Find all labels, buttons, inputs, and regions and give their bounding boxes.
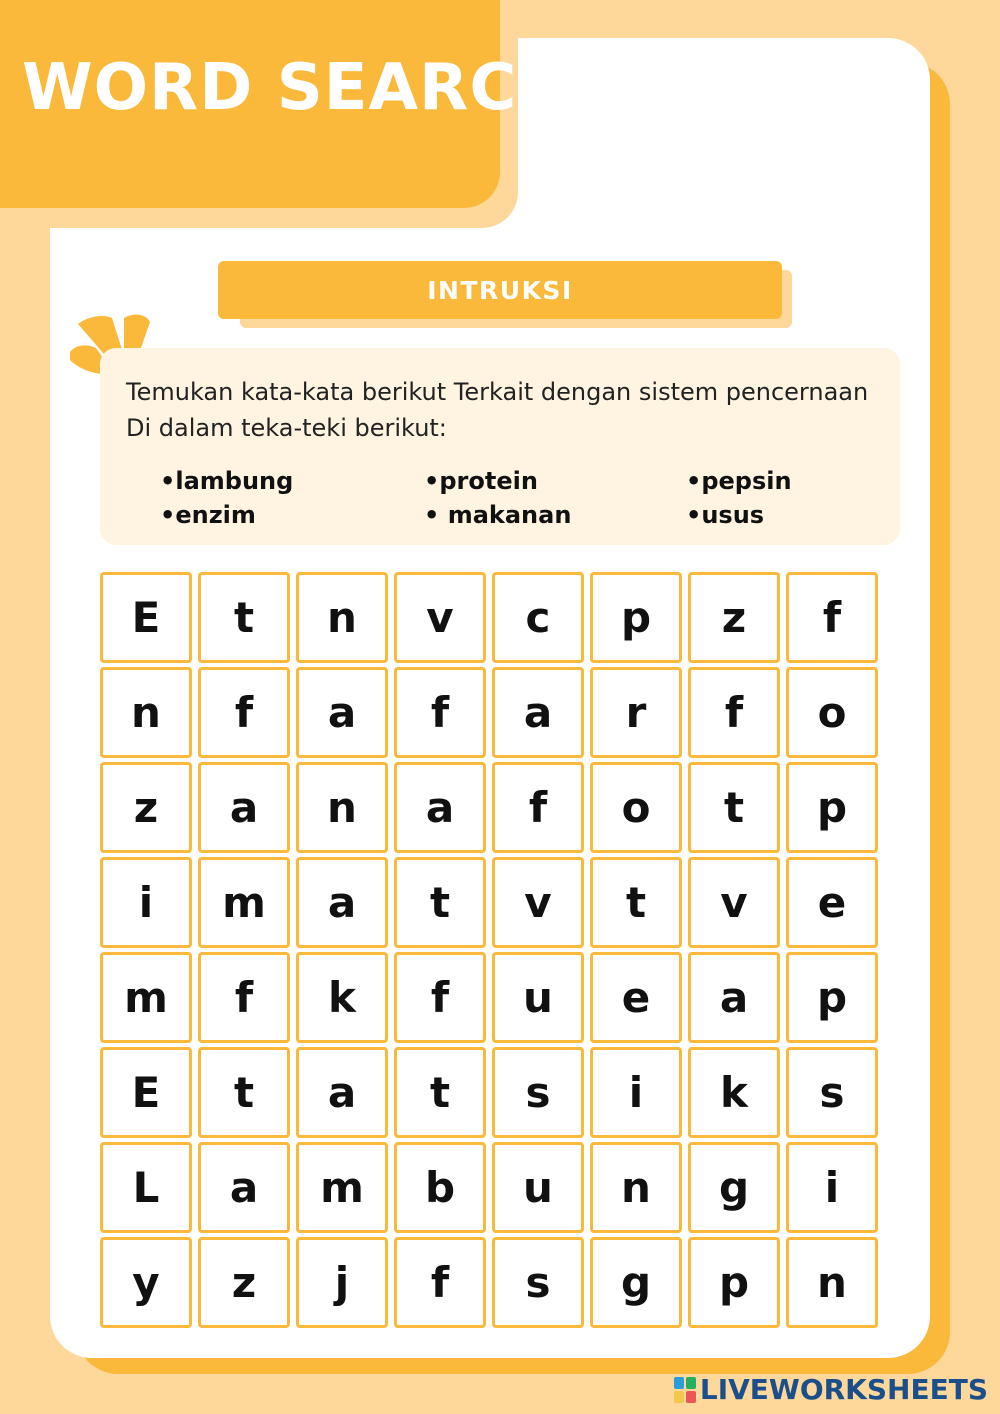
grid-cell[interactable]: m bbox=[198, 857, 290, 948]
grid-cell[interactable]: t bbox=[198, 1047, 290, 1138]
grid-cell[interactable]: a bbox=[198, 1142, 290, 1233]
grid-cell[interactable]: m bbox=[100, 952, 192, 1043]
grid-cell[interactable]: s bbox=[492, 1237, 584, 1328]
word-item: •enzim bbox=[160, 501, 256, 529]
word-item: • makanan bbox=[424, 501, 572, 529]
grid-cell[interactable]: i bbox=[786, 1142, 878, 1233]
instruction-header bbox=[218, 261, 782, 319]
grid-cell[interactable]: E bbox=[100, 1047, 192, 1138]
grid-cell[interactable]: i bbox=[590, 1047, 682, 1138]
page-title: WORD SEARCH bbox=[22, 51, 572, 125]
grid-cell[interactable]: v bbox=[394, 572, 486, 663]
grid-cell[interactable]: k bbox=[296, 952, 388, 1043]
grid-cell[interactable]: f bbox=[492, 762, 584, 853]
grid-cell[interactable]: f bbox=[786, 572, 878, 663]
word-item: •lambung bbox=[160, 467, 294, 495]
grid-cell[interactable]: f bbox=[688, 667, 780, 758]
watermark-text: LIVEWORKSHEETS bbox=[699, 1373, 988, 1406]
grid-cell[interactable]: n bbox=[296, 762, 388, 853]
grid-cell[interactable]: m bbox=[296, 1142, 388, 1233]
instruction-line-1: Temukan kata-kata berikut Terkait dengan sistem pencernaan bbox=[126, 378, 869, 406]
grid-cell[interactable]: n bbox=[786, 1237, 878, 1328]
grid-cell[interactable]: E bbox=[100, 572, 192, 663]
grid-cell[interactable]: a bbox=[296, 667, 388, 758]
grid-cell[interactable]: a bbox=[296, 857, 388, 948]
grid-cell[interactable]: j bbox=[296, 1237, 388, 1328]
grid-cell[interactable]: z bbox=[100, 762, 192, 853]
grid-cell[interactable]: n bbox=[100, 667, 192, 758]
grid-cell[interactable]: t bbox=[590, 857, 682, 948]
grid-cell[interactable]: t bbox=[198, 572, 290, 663]
instruction-header-label: INTRUKSI bbox=[427, 275, 573, 305]
grid-cell[interactable]: u bbox=[492, 952, 584, 1043]
grid-cell[interactable]: a bbox=[296, 1047, 388, 1138]
grid-cell[interactable]: p bbox=[688, 1237, 780, 1328]
grid-cell[interactable]: f bbox=[394, 667, 486, 758]
grid-cell[interactable]: z bbox=[198, 1237, 290, 1328]
grid-cell[interactable]: e bbox=[786, 857, 878, 948]
word-search-grid bbox=[100, 572, 878, 1328]
grid-cell[interactable]: t bbox=[394, 1047, 486, 1138]
grid-cell[interactable]: b bbox=[394, 1142, 486, 1233]
grid-cell[interactable]: f bbox=[394, 1237, 486, 1328]
grid-cell[interactable]: z bbox=[688, 572, 780, 663]
grid-cell[interactable]: v bbox=[688, 857, 780, 948]
grid-cell[interactable]: s bbox=[786, 1047, 878, 1138]
word-item: •protein bbox=[424, 467, 538, 495]
grid-cell[interactable]: i bbox=[100, 857, 192, 948]
grid-cell[interactable]: p bbox=[590, 572, 682, 663]
word-item: •usus bbox=[686, 501, 765, 529]
grid-cell[interactable]: g bbox=[590, 1237, 682, 1328]
grid-cell[interactable]: s bbox=[492, 1047, 584, 1138]
grid-cell[interactable]: a bbox=[394, 762, 486, 853]
grid-cell[interactable]: y bbox=[100, 1237, 192, 1328]
grid-cell[interactable]: f bbox=[198, 952, 290, 1043]
grid-cell[interactable]: o bbox=[786, 667, 878, 758]
grid-cell[interactable]: o bbox=[590, 762, 682, 853]
grid-cell[interactable]: p bbox=[786, 762, 878, 853]
grid-cell[interactable]: g bbox=[688, 1142, 780, 1233]
grid-cell[interactable]: t bbox=[394, 857, 486, 948]
title-tab bbox=[0, 0, 572, 208]
grid-cell[interactable]: t bbox=[688, 762, 780, 853]
grid-cell[interactable]: a bbox=[492, 667, 584, 758]
grid-cell[interactable]: n bbox=[590, 1142, 682, 1233]
grid-cell[interactable]: f bbox=[198, 667, 290, 758]
grid-cell[interactable]: L bbox=[100, 1142, 192, 1233]
grid-cell[interactable]: u bbox=[492, 1142, 584, 1233]
grid-cell[interactable]: r bbox=[590, 667, 682, 758]
watermark bbox=[674, 1373, 988, 1406]
grid-cell[interactable]: a bbox=[198, 762, 290, 853]
grid-cell[interactable]: v bbox=[492, 857, 584, 948]
grid-cell[interactable]: c bbox=[492, 572, 584, 663]
grid-cell[interactable]: p bbox=[786, 952, 878, 1043]
liveworksheets-logo-icon bbox=[674, 1377, 696, 1403]
instruction-line-2: Di dalam teka-teki berikut: bbox=[126, 414, 447, 442]
grid-cell[interactable]: f bbox=[394, 952, 486, 1043]
word-item: •pepsin bbox=[686, 467, 792, 495]
grid-cell[interactable]: n bbox=[296, 572, 388, 663]
grid-cell[interactable]: k bbox=[688, 1047, 780, 1138]
grid-cell[interactable]: e bbox=[590, 952, 682, 1043]
grid-cell[interactable]: a bbox=[688, 952, 780, 1043]
instruction-text bbox=[126, 374, 896, 446]
